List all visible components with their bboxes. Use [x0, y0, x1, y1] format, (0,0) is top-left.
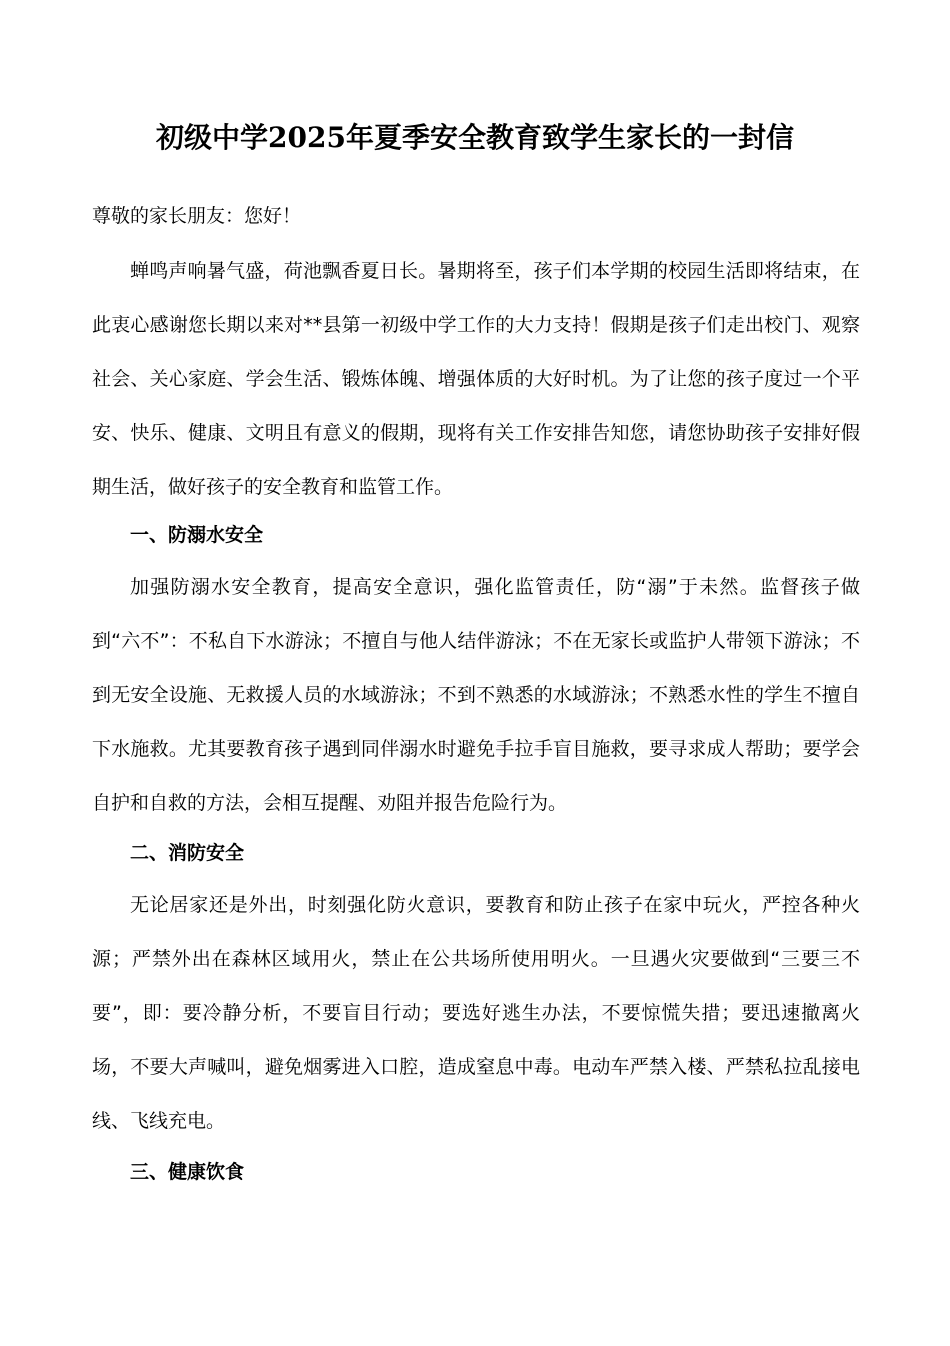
- section-heading-diet: 三、健康饮食: [130, 1161, 245, 1183]
- section-heading-drowning: 一、防溺水安全: [130, 524, 264, 546]
- greeting: 尊敬的家长朋友：您好！: [92, 205, 302, 227]
- intro-paragraph: 蝉鸣声响暑气盛，荷池飘香夏日长。暑期将至，孩子们本学期的校园生活即将结束，在此衷心感谢您长期以来对**县第一初级中学工作的大力支持！假期是孩子们走出校门、观察社会、关心家庭、学会生活、锻炼体魄、增强体质的大好时机。为了让您的孩子度过一个平安、快乐、健康、文明且有意义的假期，现将有关工作安排告知您，请您协助孩子安排好假期生活，做好孩子的安全教育和监管工作。: [92, 260, 860, 498]
- section-body-drowning: 加强防溺水安全教育，提高安全意识，强化监管责任，防“溺”于未然。监督孩子做到“六不”：不私自下水游泳；不擅自与他人结伴游泳；不在无家长或监护人带领下游泳；不到无安全设施、无救援人员的水域游泳；不到不熟悉的水域游泳；不熟悉水性的学生不擅自下水施救。尤其要教育孩子遇到同伴溺水时避免手拉手盲目施救，要寻求成人帮助；要学会自护和自救的方法，会相互提醒、劝阻并报告危险行为。: [92, 576, 860, 814]
- page-title: 初级中学2025年夏季安全教育致学生家长的一封信: [156, 121, 794, 154]
- section-heading-fire: 二、消防安全: [130, 842, 245, 864]
- section-body-fire: 无论居家还是外出，时刻强化防火意识，要教育和防止孩子在家中玩火，严控各种火源；严禁外出在森林区域用火，禁止在公共场所使用明火。一旦遇火灾要做到“三要三不要”，即：要冷静分析，不要盲目行动；要选好逃生办法，不要惊慌失措；要迅速撤离火场，不要大声喊叫，避免烟雾进入口腔，造成窒息中毒。电动车严禁入楼、严禁私拉乱接电线、飞线充电。: [92, 894, 860, 1132]
